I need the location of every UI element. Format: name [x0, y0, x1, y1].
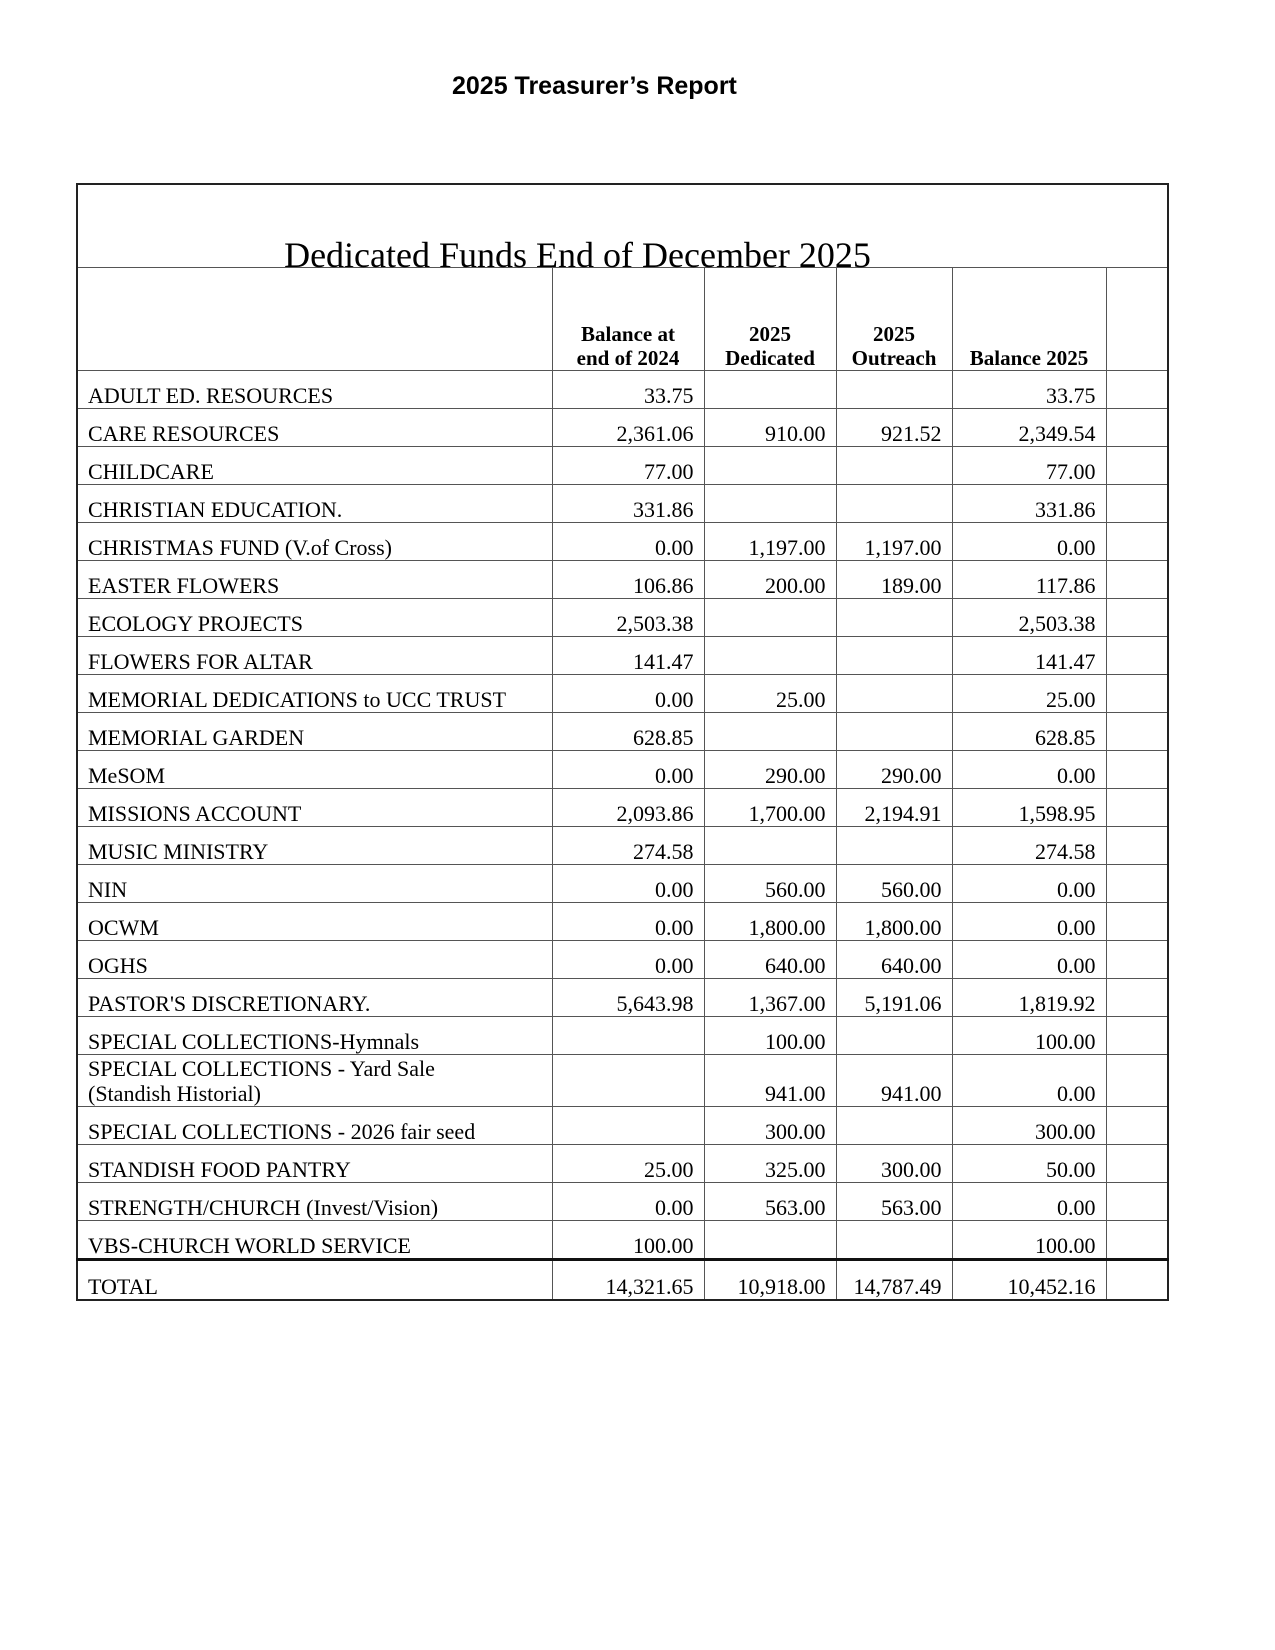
- dedicated-2025-cell: 941.00: [704, 1055, 836, 1107]
- balance-2024-cell: 0.00: [552, 523, 704, 561]
- balance-2024-cell: 141.47: [552, 637, 704, 675]
- fund-name-cell: [77, 1055, 552, 1107]
- empty-cell: [1106, 371, 1168, 409]
- dedicated-2025-cell: [704, 447, 836, 485]
- empty-cell: [1106, 865, 1168, 903]
- balance-2025-cell: 33.75: [952, 371, 1106, 409]
- empty-cell: [1106, 523, 1168, 561]
- empty-cell: [1106, 1107, 1168, 1145]
- empty-cell: [1106, 903, 1168, 941]
- table-row: [77, 485, 1168, 523]
- empty-cell: [1106, 789, 1168, 827]
- balance-2024-cell: 274.58: [552, 827, 704, 865]
- balance-2024-cell: [552, 1017, 704, 1055]
- balance-2025-cell: 100.00: [952, 1221, 1106, 1260]
- balance-2024-cell: 2,361.06: [552, 409, 704, 447]
- fund-name-cell: OCWM: [77, 903, 552, 941]
- header-fund: [77, 268, 552, 371]
- header-dedicated-2025: [704, 268, 836, 371]
- table-row: [77, 675, 1168, 713]
- dedicated-2025-cell: [704, 827, 836, 865]
- balance-2025-cell: 0.00: [952, 903, 1106, 941]
- balance-2024-cell: [552, 1055, 704, 1107]
- balance-2025-cell: 331.86: [952, 485, 1106, 523]
- fund-name-cell: MEMORIAL DEDICATIONS to UCC TRUST: [77, 675, 552, 713]
- balance-2024-cell: [552, 1107, 704, 1145]
- table-row: [77, 751, 1168, 789]
- table-title: [77, 184, 1168, 275]
- table-row: [77, 637, 1168, 675]
- dedicated-2025-cell: 1,700.00: [704, 789, 836, 827]
- balance-2025-cell: 2,349.54: [952, 409, 1106, 447]
- balance-2024-cell: 2,093.86: [552, 789, 704, 827]
- empty-cell: [1106, 1017, 1168, 1055]
- balance-2025-cell: 300.00: [952, 1107, 1106, 1145]
- table-title-row: [77, 184, 1168, 268]
- header-line: 2025: [873, 322, 915, 346]
- header-outreach-2025: [836, 268, 952, 371]
- outreach-2025-cell: 300.00: [836, 1145, 952, 1183]
- fund-name-cell: EASTER FLOWERS: [77, 561, 552, 599]
- dedicated-2025-cell: [704, 713, 836, 751]
- dedicated-2025-cell: [704, 637, 836, 675]
- table-row: [77, 599, 1168, 637]
- empty-cell: [1106, 675, 1168, 713]
- outreach-2025-cell: 290.00: [836, 751, 952, 789]
- table-row: [77, 1017, 1168, 1055]
- fund-name-cell: ECOLOGY PROJECTS: [77, 599, 552, 637]
- balance-2025-cell: 77.00: [952, 447, 1106, 485]
- empty-cell: [1106, 1221, 1168, 1260]
- outreach-2025-cell: 189.00: [836, 561, 952, 599]
- fund-name-cell: FLOWERS FOR ALTAR: [77, 637, 552, 675]
- total-row: [77, 1260, 1168, 1301]
- balance-2025-cell: 1,598.95: [952, 789, 1106, 827]
- dedicated-2025-cell: 910.00: [704, 409, 836, 447]
- balance-2024-cell: 100.00: [552, 1221, 704, 1260]
- empty-cell: [1106, 1260, 1168, 1301]
- outreach-2025-cell: [836, 447, 952, 485]
- dedicated-2025-cell: 290.00: [704, 751, 836, 789]
- balance-2025-cell: 628.85: [952, 713, 1106, 751]
- header-line: Outreach: [851, 346, 937, 370]
- fund-name-cell: PASTOR'S DISCRETIONARY.: [77, 979, 552, 1017]
- balance-2024-cell: 2,503.38: [552, 599, 704, 637]
- table-row: [77, 371, 1168, 409]
- outreach-2025-cell: 921.52: [836, 409, 952, 447]
- balance-2025-cell: 274.58: [952, 827, 1106, 865]
- fund-name-cell: ADULT ED. RESOURCES: [77, 371, 552, 409]
- total-dedicated-2025-cell: 10,918.00: [704, 1260, 836, 1301]
- empty-cell: [1106, 979, 1168, 1017]
- table-header-row: [77, 268, 1168, 371]
- table-row: [77, 941, 1168, 979]
- outreach-2025-cell: 5,191.06: [836, 979, 952, 1017]
- fund-name-cell: CARE RESOURCES: [77, 409, 552, 447]
- dedicated-2025-cell: 640.00: [704, 941, 836, 979]
- fund-name-cell: MISSIONS ACCOUNT: [77, 789, 552, 827]
- header-balance-2025: [952, 268, 1106, 371]
- fund-name-cell: OGHS: [77, 941, 552, 979]
- dedicated-2025-cell: 1,367.00: [704, 979, 836, 1017]
- total-outreach-2025-cell: 14,787.49: [836, 1260, 952, 1301]
- dedicated-2025-cell: [704, 485, 836, 523]
- total-balance-2025-cell: 10,452.16: [952, 1260, 1106, 1301]
- empty-cell: [1106, 599, 1168, 637]
- empty-cell: [1106, 485, 1168, 523]
- balance-2025-cell: 1,819.92: [952, 979, 1106, 1017]
- outreach-2025-cell: [836, 713, 952, 751]
- table-row: [77, 1183, 1168, 1221]
- header-empty: [1106, 268, 1168, 371]
- outreach-2025-cell: [836, 827, 952, 865]
- fund-name-cell: VBS-CHURCH WORLD SERVICE: [77, 1221, 552, 1260]
- dedicated-2025-cell: 100.00: [704, 1017, 836, 1055]
- table-row: [77, 1107, 1168, 1145]
- balance-2024-cell: 0.00: [552, 941, 704, 979]
- header-line: end of 2024: [576, 346, 680, 370]
- outreach-2025-cell: [836, 371, 952, 409]
- outreach-2025-cell: 560.00: [836, 865, 952, 903]
- table-row: [77, 713, 1168, 751]
- balance-2024-cell: 0.00: [552, 1183, 704, 1221]
- outreach-2025-cell: 1,800.00: [836, 903, 952, 941]
- outreach-2025-cell: [836, 1107, 952, 1145]
- report-title-text: 2025 Treasurer’s Report: [452, 72, 737, 100]
- table-row: [77, 827, 1168, 865]
- empty-cell: [1106, 1183, 1168, 1221]
- header-line: Dedicated: [725, 346, 815, 370]
- fund-name-cell: CHILDCARE: [77, 447, 552, 485]
- outreach-2025-cell: [836, 1221, 952, 1260]
- balance-2025-cell: 117.86: [952, 561, 1106, 599]
- dedicated-2025-cell: 25.00: [704, 675, 836, 713]
- balance-2024-cell: 0.00: [552, 751, 704, 789]
- balance-2025-cell: 0.00: [952, 865, 1106, 903]
- dedicated-funds-table: [76, 183, 1169, 1301]
- balance-2024-cell: 0.00: [552, 865, 704, 903]
- table-row: [77, 447, 1168, 485]
- balance-2024-cell: 331.86: [552, 485, 704, 523]
- outreach-2025-cell: 563.00: [836, 1183, 952, 1221]
- outreach-2025-cell: [836, 599, 952, 637]
- outreach-2025-cell: 1,197.00: [836, 523, 952, 561]
- balance-2024-cell: 0.00: [552, 903, 704, 941]
- table-row: [77, 409, 1168, 447]
- table-row: [77, 1221, 1168, 1260]
- dedicated-2025-cell: [704, 599, 836, 637]
- fund-name-cell: MeSOM: [77, 751, 552, 789]
- fund-name-cell: STRENGTH/CHURCH (Invest/Vision): [77, 1183, 552, 1221]
- outreach-2025-cell: [836, 1017, 952, 1055]
- table-row: [77, 1145, 1168, 1183]
- outreach-2025-cell: [836, 637, 952, 675]
- outreach-2025-cell: [836, 485, 952, 523]
- fund-name-cell: CHRISTIAN EDUCATION.: [77, 485, 552, 523]
- fund-name-line: SPECIAL COLLECTIONS - Yard Sale: [88, 1056, 435, 1081]
- dedicated-2025-cell: 560.00: [704, 865, 836, 903]
- balance-2025-cell: 0.00: [952, 1183, 1106, 1221]
- balance-2025-cell: 2,503.38: [952, 599, 1106, 637]
- table-row: [77, 523, 1168, 561]
- balance-2025-cell: 100.00: [952, 1017, 1106, 1055]
- empty-cell: [1106, 409, 1168, 447]
- fund-name-cell: NIN: [77, 865, 552, 903]
- dedicated-2025-cell: 200.00: [704, 561, 836, 599]
- empty-cell: [1106, 447, 1168, 485]
- dedicated-2025-cell: 1,800.00: [704, 903, 836, 941]
- fund-name-line: (Standish Historial): [88, 1081, 261, 1106]
- balance-2024-cell: 106.86: [552, 561, 704, 599]
- balance-2025-cell: 0.00: [952, 1055, 1106, 1107]
- outreach-2025-cell: 941.00: [836, 1055, 952, 1107]
- fund-name-cell: CHRISTMAS FUND (V.of Cross): [77, 523, 552, 561]
- empty-cell: [1106, 1145, 1168, 1183]
- header-line: Balance at: [581, 322, 675, 346]
- balance-2025-cell: 0.00: [952, 523, 1106, 561]
- balance-2025-cell: 0.00: [952, 941, 1106, 979]
- balance-2025-cell: 0.00: [952, 751, 1106, 789]
- empty-cell: [1106, 561, 1168, 599]
- empty-cell: [1106, 1055, 1168, 1107]
- empty-cell: [1106, 941, 1168, 979]
- balance-2024-cell: 0.00: [552, 675, 704, 713]
- balance-2024-cell: 5,643.98: [552, 979, 704, 1017]
- balance-2024-cell: 33.75: [552, 371, 704, 409]
- header-balance-2024: [552, 268, 704, 371]
- table-row: [77, 789, 1168, 827]
- table-row: [77, 561, 1168, 599]
- header-line: 2025: [749, 322, 791, 346]
- fund-name-cell: MEMORIAL GARDEN: [77, 713, 552, 751]
- table-row: [77, 865, 1168, 903]
- table-row: [77, 1055, 1168, 1107]
- fund-name-cell: SPECIAL COLLECTIONS-Hymnals: [77, 1017, 552, 1055]
- empty-cell: [1106, 751, 1168, 789]
- dedicated-2025-cell: 300.00: [704, 1107, 836, 1145]
- balance-2025-cell: 50.00: [952, 1145, 1106, 1183]
- table-title-text: Dedicated Funds End of December 2025: [284, 235, 871, 275]
- empty-cell: [1106, 637, 1168, 675]
- dedicated-2025-cell: 325.00: [704, 1145, 836, 1183]
- dedicated-2025-cell: 1,197.00: [704, 523, 836, 561]
- fund-name-cell: MUSIC MINISTRY: [77, 827, 552, 865]
- empty-cell: [1106, 827, 1168, 865]
- balance-2024-cell: 77.00: [552, 447, 704, 485]
- total-balance-2024-cell: 14,321.65: [552, 1260, 704, 1301]
- table-row: [77, 903, 1168, 941]
- dedicated-2025-cell: [704, 1221, 836, 1260]
- balance-2025-cell: 25.00: [952, 675, 1106, 713]
- fund-name-cell: SPECIAL COLLECTIONS - 2026 fair seed: [77, 1107, 552, 1145]
- empty-cell: [1106, 713, 1168, 751]
- outreach-2025-cell: 640.00: [836, 941, 952, 979]
- balance-2025-cell: 141.47: [952, 637, 1106, 675]
- dedicated-2025-cell: [704, 371, 836, 409]
- outreach-2025-cell: 2,194.91: [836, 789, 952, 827]
- table-row: [77, 979, 1168, 1017]
- fund-name-cell: STANDISH FOOD PANTRY: [77, 1145, 552, 1183]
- balance-2024-cell: 628.85: [552, 713, 704, 751]
- outreach-2025-cell: [836, 675, 952, 713]
- total-label: TOTAL: [77, 1260, 552, 1301]
- dedicated-2025-cell: 563.00: [704, 1183, 836, 1221]
- balance-2024-cell: 25.00: [552, 1145, 704, 1183]
- header-line: Balance 2025: [969, 346, 1089, 370]
